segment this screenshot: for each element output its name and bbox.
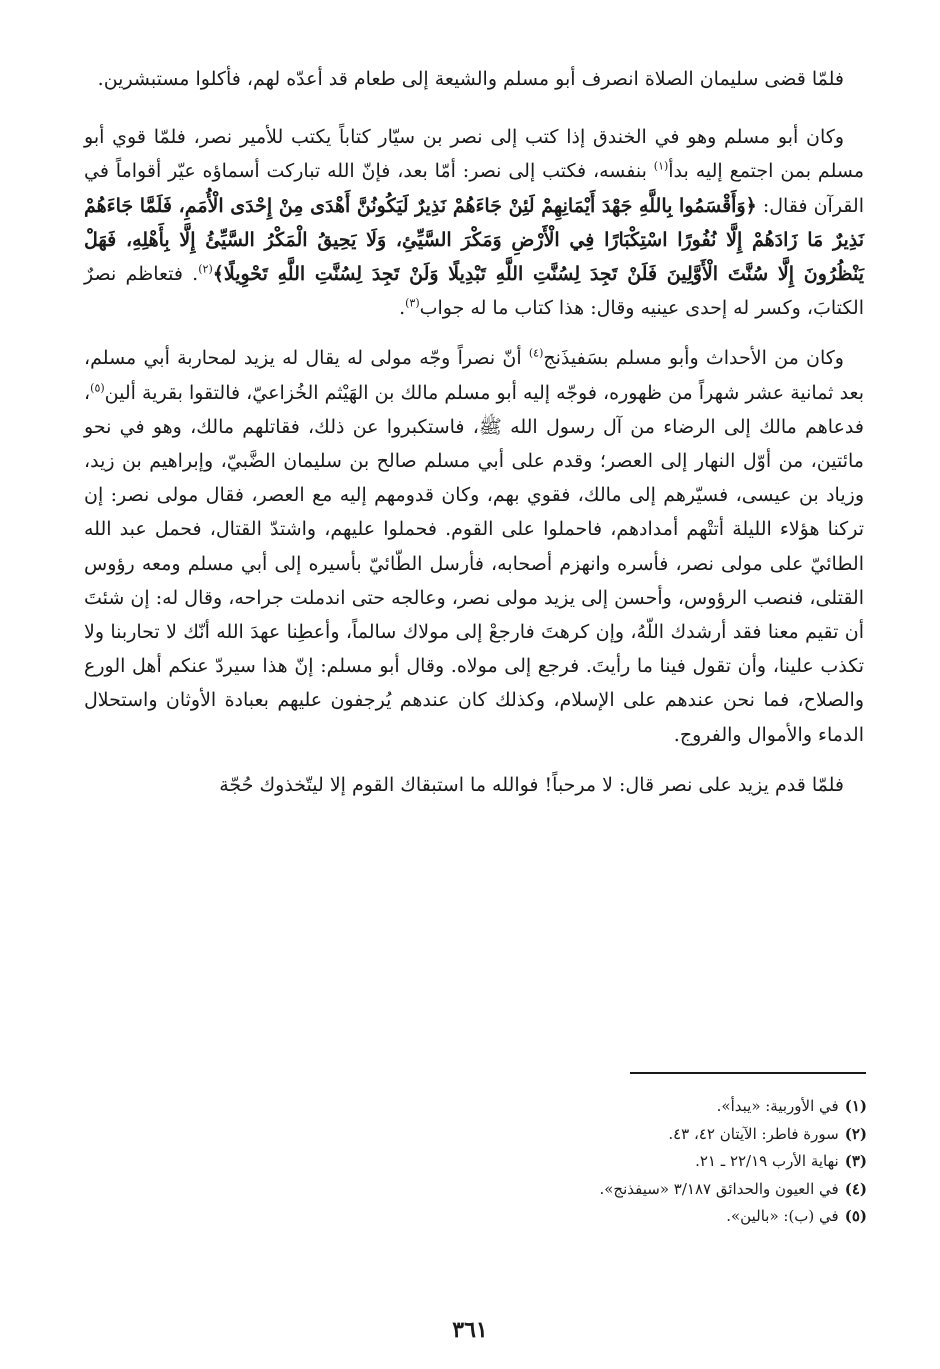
main-text [84, 62, 864, 818]
footnote-ref-5[interactable]: (٥) [90, 381, 105, 395]
page-number: ٣٦١ [452, 1317, 488, 1343]
footnote-5 [267, 1203, 867, 1231]
paragraph-text: بنفسه، فكتب إلى نصر: أمّا بعد، فإنّ الله تباركت أسماؤه عيّر أقواماً في القرآن فقال: [84, 160, 864, 217]
footnote-number: (١) [844, 1097, 867, 1115]
quran-quote: ﴿وَأَقْسَمُوا بِاللَّهِ جَهْدَ أَيْمَانِهِمْ لَئِنْ جَاءَهُمْ نَذِيرٌ لَيَكُونُنَّ أَهْدَى مِنْ إِحْدَى الْأُمَمِ، فَلَمَّا جَاءَهُمْ نَذِيرٌ مَا زَادَهُمْ إِلَّا نُفُورًا اسْتِكْبَارًا فِي الْأَرْضِ وَمَكْرَ السَّيِّئِ، وَلَا يَحِيقُ الْمَكْرُ السَّيِّئُ إِلَّا بِأَهْلِهِ، فَهَلْ يَنْظُرُونَ إِلَّا سُنَّتَ الْأَوَّلِينَ فَلَنْ تَجِدَ لِسُنَّتِ اللَّهِ تَبْدِيلًا وَلَنْ تَجِدَ لِسُنَّتِ اللَّهِ تَحْوِيلًا﴾ [84, 194, 865, 286]
footnote-divider [630, 1072, 866, 1074]
footnote-ref-2[interactable]: (٢) [198, 262, 213, 276]
paragraph-text: وكان أبو مسلم وهو في الخندق إذا كتب إلى نصر بن سيّار كتاباً يكتب للأمير نصر، فلمّا قوي أبو مسلم بمن اجتمع إليه بدأ [84, 126, 864, 183]
footnote-ref-1[interactable]: (١) [653, 160, 669, 174]
paragraph-text: وكان من الأحداث وأبو مسلم بسَفيذَنج [543, 347, 844, 370]
paragraph-text: أنّ نصراً وجّه مولى له يقال له يزيد لمحاربة أبي مسلم، بعد ثمانية عشر شهراً من ظهوره، فوجّه إليه أبو مسلم مالك بن الهَيْثم الخُزاعيّ، فالتقوا بقرية ألين [84, 347, 864, 404]
footnote-text: سورة فاطر: الآيتان ٤٢، ٤٣. [668, 1124, 839, 1143]
paragraph-2 [84, 120, 864, 325]
footnotes [267, 1093, 867, 1231]
paragraph-4 [84, 768, 864, 802]
footnote-4 [267, 1176, 867, 1204]
paragraph-1 [84, 62, 864, 96]
footnote-1 [267, 1093, 867, 1121]
footnote-number: (٥) [844, 1207, 867, 1225]
paragraph-text: فلمّا قدم يزيد على نصر قال: لا مرحباً! فوالله ما استبقاك القوم إلا ليتّخذوك حُجّة [219, 773, 844, 796]
footnote-number: (٢) [844, 1124, 867, 1143]
footnote-3 [267, 1148, 867, 1176]
paragraph-text: . فتعاظم نصرٌ الكتابَ، وكسر له إحدى عينيه وقال: هذا كتاب ما له جواب [84, 263, 864, 320]
paragraph-text: ، فدعاهم مالك إلى الرضاء من آل رسول الله ﷺ، فاستكبروا عن ذلك، فقاتلهم مالك، وهو في نحو مائتين، من أوّل النهار إلى العصر؛ وقدم على أبي مسلم صالح بن سليمان الضَّبيّ، وإبراهيم بن زيد، وزياد بن عيسى، فسيّرهم إلى مالك، فقوي بهم، وكان قدومهم إليه مع العصر، فقال مولى نصر: إن تركنا هؤلاء الليلة أتتْهم أمدادهم، فاحملوا على القوم. فحملوا عليهم، واشتدّ القتال، فحمل عبد الله الطائيّ على مولى نصر، فأسره وانهزم أصحابه، فأرسل الطّائيّ بأسيره إلى أبي مسلم ومعه رؤوس القتلى، فنصب الرؤوس، وأحسن إلى يزيد مولى نصر، وعالجه حتى اندملت جراحه، وقال له: إن شئتَ أن تقيم معنا فقد أرشدك اللّهُ، وإن كرهتَ فارجعْ إلى مولاك سالماً، وأعطِنا عهدَ الله أنّك لا تحاربنا ولا تكذب علينا، وأن تقول فينا ما رأيتَ. فرجع إلى مولاه. وقال أبو مسلم: إنّ هذا سيردّ عنكم أهل الورع والصلاح، فما نحن عندهم على الإسلام، وكذلك كان عندهم يُرجفون عليهم بعبادة الأوثان واستحلال الدماء والأموال والفروج. [84, 381, 864, 746]
footnote-2 [267, 1121, 867, 1149]
paragraph-text: فلمّا قضى سليمان الصلاة انصرف أبو مسلم والشيعة إلى طعام قد أعدّه لهم، فأكلوا مستبشرين. [97, 68, 844, 90]
footnote-text: في (ب): «بالين». [726, 1207, 839, 1225]
footnote-text: في الأوربية: «يبدأ». [716, 1097, 839, 1115]
footnote-ref-3[interactable]: (٣) [405, 296, 420, 310]
footnote-text: في العيون والحدائق ٣/١٨٧ «سيفذنج». [599, 1179, 839, 1198]
footnote-ref-4[interactable]: (٤) [528, 347, 544, 361]
footnote-number: (٤) [844, 1179, 867, 1198]
paragraph-text: . [399, 297, 406, 320]
paragraph-3 [84, 341, 864, 751]
footnote-number: (٣) [844, 1152, 867, 1170]
footnote-text: نهاية الأرب ٢٢/١٩ ـ ٢١. [695, 1152, 839, 1170]
